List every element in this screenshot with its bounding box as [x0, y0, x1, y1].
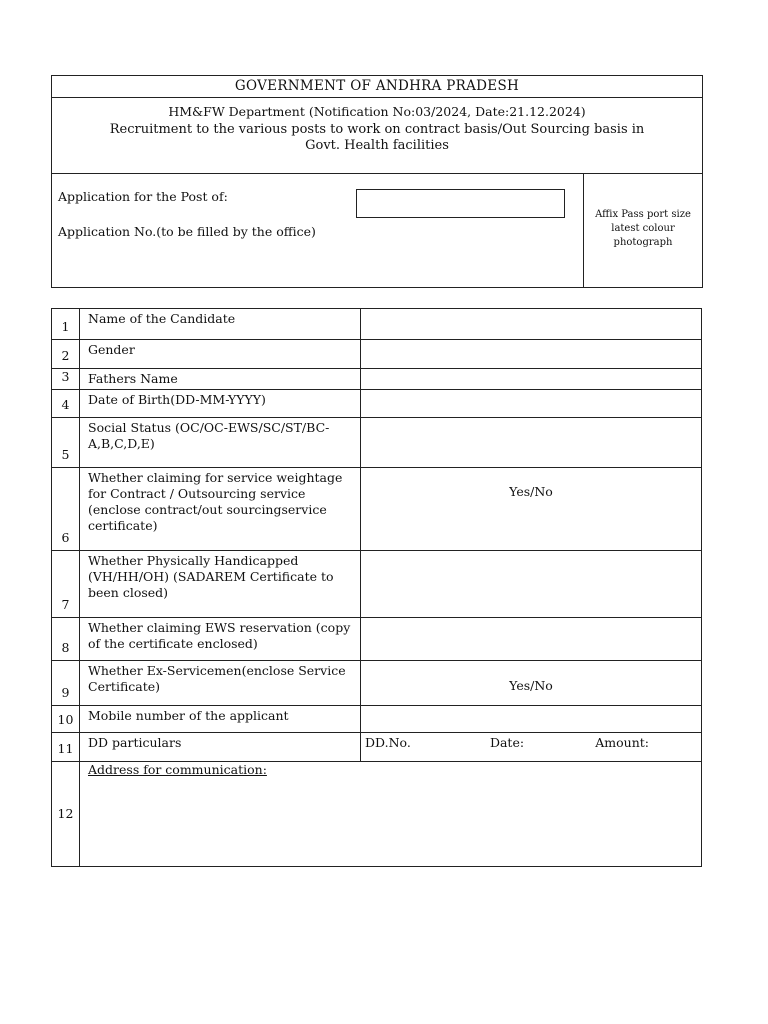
field-label: Fathers Name: [80, 369, 361, 390]
row-number: 5: [52, 418, 80, 468]
form-header: [51, 75, 703, 288]
table-row: [52, 551, 702, 618]
field-label: Social Status (OC/OC-EWS/SC/ST/BC-A,B,C,D,E): [80, 418, 361, 468]
field-label: DD particulars: [80, 733, 361, 762]
field-label: Whether Physically Handicapped (VH/HH/OH) (SADAREM Certificate to been closed): [80, 551, 361, 618]
yes-no-option: Yes/No: [509, 484, 553, 499]
field-label: Name of the Candidate: [80, 309, 361, 340]
table-row: [52, 706, 702, 733]
row-number: 6: [52, 468, 80, 551]
table-row: [52, 369, 702, 390]
field-label: Mobile number of the applicant: [80, 706, 361, 733]
table-row: [52, 309, 702, 340]
yes-no-option: Yes/No: [509, 678, 553, 693]
dob-field[interactable]: [361, 390, 702, 418]
address-label: Address for communication:: [88, 762, 267, 777]
field-label: Whether claiming for service weightage for Contract / Outsourcing service (enclose contract/out sourcingservice certificate): [80, 468, 361, 551]
table-row: [52, 762, 702, 867]
recruitment-line-2: Govt. Health facilities: [305, 138, 449, 153]
row-number: 11: [52, 733, 80, 762]
service-weightage-field[interactable]: [361, 468, 702, 551]
recruitment-line-1: Recruitment to the various posts to work on contract basis/Out Sourcing basis in: [109, 122, 645, 137]
row-number: 2: [52, 340, 80, 369]
table-row: [52, 468, 702, 551]
field-label: Whether claiming EWS reservation (copy of the certificate enclosed): [80, 618, 361, 661]
social-status-field[interactable]: [361, 418, 702, 468]
government-title: GOVERNMENT OF ANDHRA PRADESH: [52, 76, 702, 98]
candidate-name-field[interactable]: [361, 309, 702, 340]
field-label: Whether Ex-Servicemen(enclose Service Certificate): [80, 661, 361, 706]
application-table: [51, 308, 702, 867]
row-number: 8: [52, 618, 80, 661]
row-number: 10: [52, 706, 80, 733]
handicapped-field[interactable]: [361, 551, 702, 618]
field-label: Date of Birth(DD-MM-YYYY): [80, 390, 361, 418]
table-row: [52, 661, 702, 706]
mobile-number-field[interactable]: [361, 706, 702, 733]
row-number: 12: [52, 762, 80, 867]
notification-block: [52, 97, 702, 174]
post-label: Application for the Post of:: [58, 189, 228, 204]
row-number: 4: [52, 390, 80, 418]
table-row: [52, 733, 702, 762]
row-number: 1: [52, 309, 80, 340]
gender-field[interactable]: [361, 340, 702, 369]
dd-particulars-field[interactable]: [361, 733, 702, 762]
dd-date-label: Date:: [489, 735, 525, 750]
ex-servicemen-field[interactable]: [361, 661, 702, 706]
row-number: 9: [52, 661, 80, 706]
table-row: [52, 390, 702, 418]
ews-field[interactable]: [361, 618, 702, 661]
table-row: [52, 618, 702, 661]
row-number: 7: [52, 551, 80, 618]
dd-amount-label: Amount:: [595, 735, 650, 750]
post-input-box[interactable]: [356, 189, 565, 218]
table-row: [52, 340, 702, 369]
photo-placeholder[interactable]: Affix Pass port size latest colour photograph: [595, 209, 691, 248]
dd-number-label: DD.No.: [365, 735, 411, 750]
address-field[interactable]: [80, 762, 702, 867]
field-label: Gender: [80, 340, 361, 369]
row-number: 3: [52, 369, 80, 390]
fathers-name-field[interactable]: [361, 369, 702, 390]
application-no-label: Application No.(to be filled by the office): [58, 224, 316, 239]
table-row: [52, 418, 702, 468]
department-line: HM&FW Department (Notification No:03/2024, Date:21.12.2024): [168, 104, 586, 119]
